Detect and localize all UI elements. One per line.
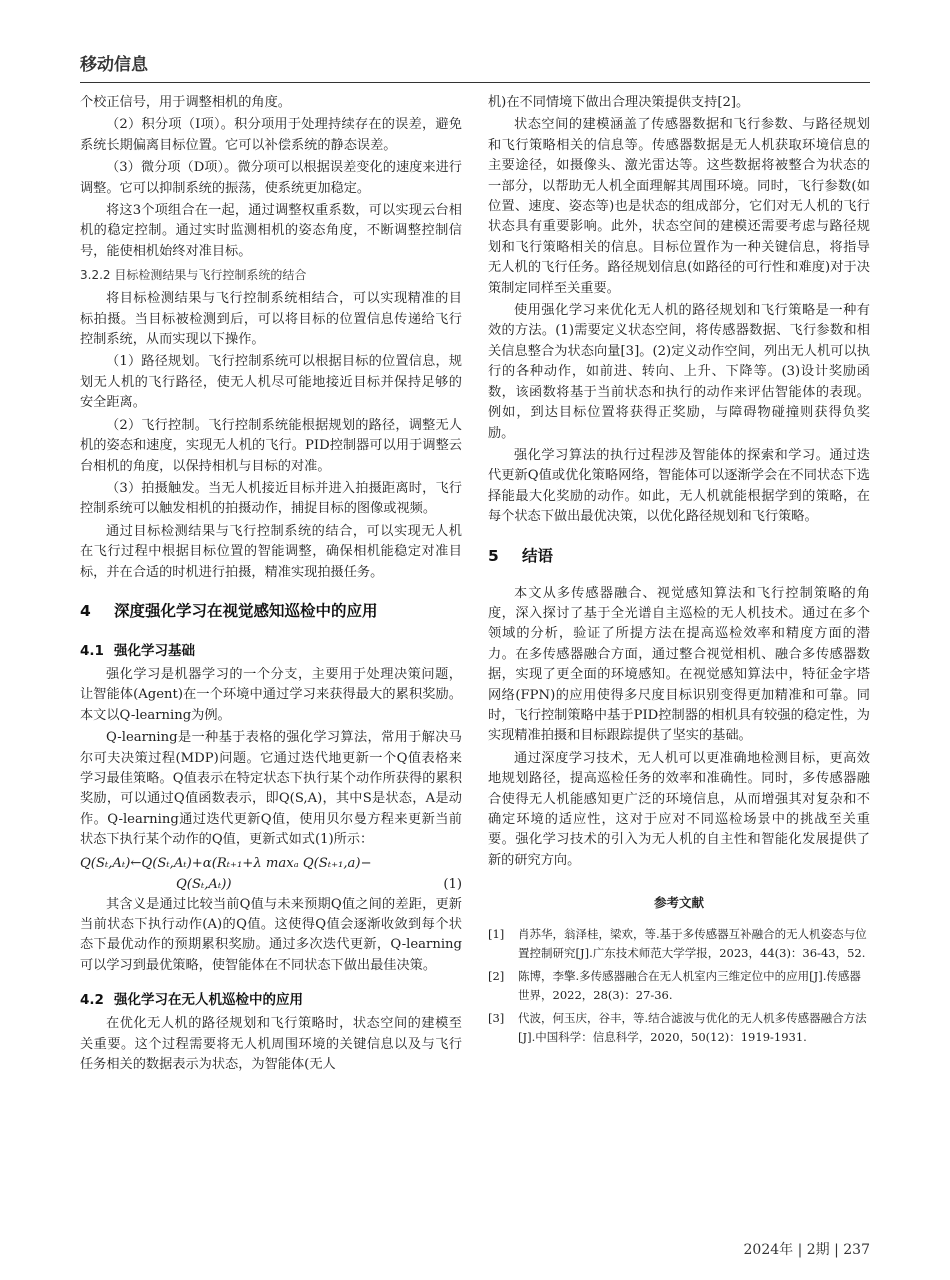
paragraph: 状态空间的建模涵盖了传感器数据和飞行参数、与路径规划和飞行策略相关的信息等。传感器数据是无人机获取环境信息的主要途径，如摄像头、激光雷达等。这些数据将被整合为状态的一部分，以帮助无人机全面理解其周围环境。同时，飞行参数(如位置、速度、姿态等)也是状态的组成部分，它们对无人机的飞行状态具有重要影响。此外，状态空间的建模还需要考虑与路径规划和飞行策略相关的信息。目标位置作为一种关键信息，将指导无人机的飞行任务。路径规划信息(如路径的可行性和难度)对于决策制定同样至关重要。 <box>488 117 870 296</box>
reference-index: [1] <box>488 927 505 942</box>
reference-text: 陈博，李擎.多传感器融合在无人机室内三维定位中的应用[J].传感器世界，2022，28(3)：27-36. <box>518 969 861 1003</box>
equation-number: (1) <box>443 876 462 892</box>
paragraph: 强化学习是机器学习的一个分支，主要用于处理决策问题，让智能体(Agent)在一个环境中通过学习来获得最大的累积奖励。本文以Q-learning为例。 <box>80 666 462 723</box>
equation-line: Q(Sₜ,Aₜ)) <box>176 876 232 892</box>
equation-line: Q(Sₜ,Aₜ)←Q(Sₜ,Aₜ)+α(Rₜ₊₁+λ maxₐ Q(Sₜ₊₁,a)− <box>80 855 372 871</box>
paragraph: （3）拍摄触发。当无人机接近目标并进入拍摄距离时，飞行控制系统可以触发相机的拍摄动作，捕捉目标的图像或视频。 <box>80 480 462 517</box>
section-title: 结语 <box>522 546 554 565</box>
paragraph: （3）微分项（D项）。微分项可以根据误差变化的速度来进行调整。它可以抑制系统的振荡，使系统更加稳定。 <box>80 160 462 196</box>
paragraph: （2）飞行控制。飞行控制系统能根据规划的路径，调整无人机的姿态和速度，实现无人机的飞行。PID控制器可以用于调整云台相机的角度，以保持相机与目标的对准。 <box>80 417 462 474</box>
paragraph: 通过深度学习技术，无人机可以更准确地检测目标，更高效地规划路径，提高巡检任务的效率和准确性。同时，多传感器融合使得无人机能感知更广泛的环境信息，从而增强其对复杂和不确定环境的适应性，这对于应对不同巡检场景中的挑战至关重要。强化学习技术的引入为无人机的自主性和智能化发展提供了新的研究方向。 <box>488 750 870 868</box>
reference-item <box>488 1009 870 1047</box>
paragraph: 机)在不同情境下做出合理决策提供支持[2]。 <box>488 95 750 110</box>
paragraph: 使用强化学习来优化无人机的路径规划和飞行策略是一种有效的方法。(1)需要定义状态空间，将传感器数据、飞行参数和相关信息整合为状态向量[3]。(2)定义动作空间，列出无人机可以执行的各种动作，如前进、转向、上升、下降等。(3)设计奖励函数，该函数将基于当前状态和执行的动作来评估智能体的表现。例如，到达目标位置将获得正奖励，与障碍物碰撞则获得负奖励。 <box>488 303 870 441</box>
section-heading-4-1 <box>80 639 462 659</box>
equation-1 <box>80 853 462 895</box>
paragraph: 将这3个项组合在一起，通过调整权重系数，可以实现云台相机的稳定控制。通过实时监测相机的姿态角度，不断调整控制信号，能使相机始终对准目标。 <box>80 203 462 259</box>
subsection-heading-3-2-2: 3.2.2 目标检测结果与飞行控制系统的结合 <box>80 268 307 283</box>
section-number: 5 <box>488 546 499 565</box>
reference-list <box>488 925 870 1047</box>
section-title: 强化学习基础 <box>114 642 195 659</box>
page-footer: 2024年 | 2期 | 237 <box>743 1242 870 1258</box>
reference-item <box>488 967 870 1005</box>
reference-item <box>488 925 870 963</box>
paragraph: 强化学习算法的执行过程涉及智能体的探索和学习。通过迭代更新Q值或优化策略网络，智能体可以逐渐学会在不同状态下选择能最大化奖励的动作。如此，无人机就能根据学到的策略，在每个状态下做出最优决策，以优化路径规划和飞行策略。 <box>488 447 870 525</box>
section-title: 深度强化学习在视觉感知巡检中的应用 <box>114 601 378 620</box>
section-heading-4 <box>80 599 462 621</box>
section-number: 4.1 <box>80 642 104 659</box>
paragraph: 个校正信号，用于调整相机的角度。 <box>80 95 291 110</box>
reference-index: [2] <box>488 969 505 984</box>
reference-text: 代波，何玉庆，谷丰，等.结合滤波与优化的无人机多传感器融合方法[J].中国科学：信息科学，2020，50(12)：1919-1931. <box>518 1011 867 1045</box>
paragraph: （1）路径规划。飞行控制系统可以根据目标的位置信息，规划无人机的飞行路径，使无人机尽可能地接近目标并保持足够的安全距离。 <box>80 354 462 411</box>
journal-title: 移动信息 <box>80 55 148 75</box>
references-title: 参考文献 <box>653 895 704 911</box>
paragraph: 将目标检测结果与飞行控制系统相结合，可以实现精准的目标拍摄。当目标被检测到后，可以将目标的位置信息传递给飞行控制系统，从而实现以下操作。 <box>80 291 462 348</box>
paragraph: 在优化无人机的路径规划和飞行策略时，状态空间的建模至关重要。这个过程需要将无人机周围环境的关键信息以及与飞行任务相关的数据表示为状态，为智能体(无人 <box>80 1016 462 1073</box>
section-number: 4 <box>80 601 91 620</box>
reference-index: [3] <box>488 1011 505 1026</box>
section-heading-5 <box>488 544 870 566</box>
section-heading-4-2 <box>80 988 462 1008</box>
paragraph: Q-learning是一种基于表格的强化学习算法，常用于解决马尔可夫决策过程(MDP)问题。它通过迭代地更新一个Q值表格来学习最佳策略。Q值表示在特定状态下执行某个动作所获得的累积奖励，可以通过Q值函数表示，即Q(S,A)，其中S是状态，A是动作。Q-learning通过迭代更新Q值，使用贝尔曼方程来更新当前状态下执行某个动作的Q值，更新式如式(1)所示： <box>80 730 462 848</box>
section-number: 4.2 <box>80 992 104 1009</box>
paragraph: 通过目标检测结果与飞行控制系统的结合，可以实现无人机在飞行过程中根据目标位置的智能调整，确保相机能稳定对准目标，并在合适的时机进行拍摄，精准实现拍摄任务。 <box>80 523 462 580</box>
paragraph: （2）积分项（I项）。积分项用于处理持续存在的误差，避免系统长期偏离目标位置。它可以补偿系统的静态误差。 <box>80 117 462 153</box>
reference-text: 肖苏华，翁泽桂，梁欢，等.基于多传感器互补融合的无人机姿态与位置控制研究[J].广东技术师范大学学报，2023，44(3)：36-43，52. <box>518 927 867 961</box>
paragraph: 本文从多传感器融合、视觉感知算法和飞行控制策略的角度，深入探讨了基于全光谱自主巡检的无人机技术。通过在多个领域的分析，验证了所提方法在提高巡检效率和精度方面的潜力。在多传感器融合方面，通过整合视觉相机、融合多传感器数据，实现了更全面的环境感知。在视觉感知算法中，特征金字塔网络(FPN)的应用使得多尺度目标识别变得更加精准和可靠。同时，飞行控制策略中基于PID控制器的相机具有较强的稳定性，为实现精准拍摄和目标跟踪提供了坚实的基础。 <box>488 585 870 744</box>
left-column <box>80 93 462 1077</box>
right-column <box>488 93 870 1051</box>
section-title: 强化学习在无人机巡检中的应用 <box>114 992 303 1009</box>
paragraph: 其含义是通过比较当前Q值与未来预期Q值之间的差距，更新当前状态下执行动作(A)的Q值。这使得Q值会逐渐收敛到每个状态下最优动作的预期累积奖励。通过多次迭代更新，Q-learning可以学习到最优策略，使智能体在不同状态下做出最佳决策。 <box>80 896 462 973</box>
header-rule <box>80 82 870 83</box>
